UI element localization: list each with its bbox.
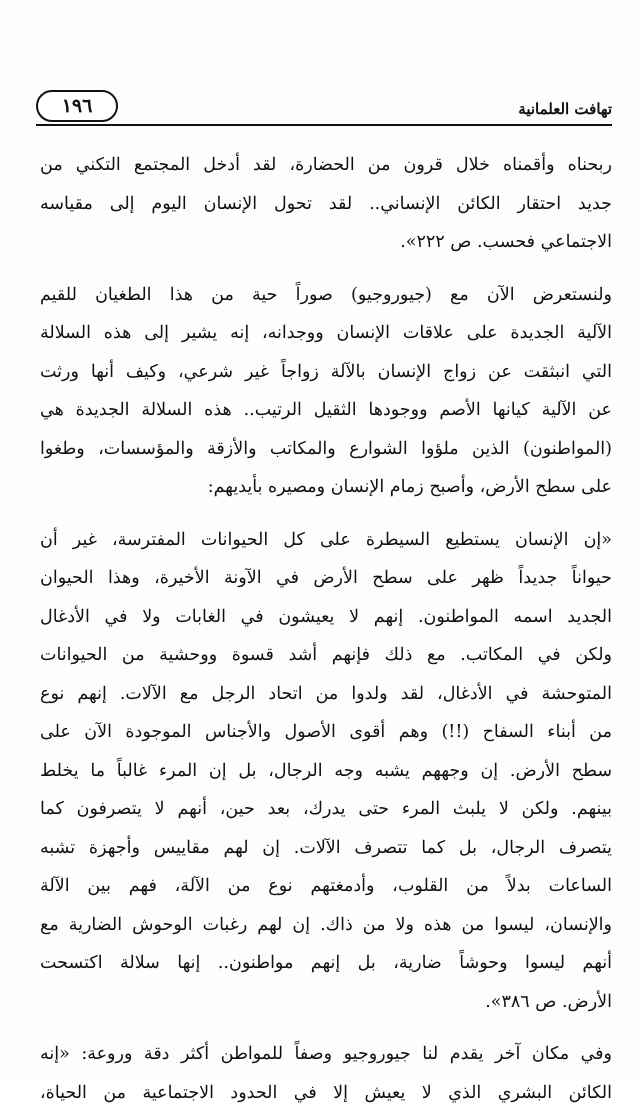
text-line: عن الآلية كيانها الأصم ووجودها الثقيل الرتيب.. هذه السلالة الجديدة هي [40, 391, 612, 430]
header-rule [36, 124, 612, 126]
text-line: جديد احتقار الكائن الإنساني.. لقد تحول الإنسان اليوم إلى مقياسه [40, 185, 612, 224]
text-line: (المواطنون) الذين ملؤوا الشوارع والمكاتب والأزقة والمؤسسات، وطغوا [40, 430, 612, 469]
paragraph [40, 1035, 612, 1112]
text-line: سطح الأرض. إن وجههم يشبه وجه الرجال، بل إن المرء غالباً ما يخلط [40, 752, 612, 791]
text-line: والإنسان، ليسوا من هذه ولا من ذاك. إن لهم رغبات الوحوش الضارية مع [40, 906, 612, 945]
text-line: بينهم. ولكن لا يلبث المرء حتى يدرك، بعد حين، أنهم لا يتصرفون كما [40, 790, 612, 829]
text-line: المتوحشة في الأدغال، لقد ولدوا من اتحاد الرجل مع الآلات. إنهم نوع [40, 675, 612, 714]
text-line: ولنستعرض الآن مع (جيوروجيو) صوراً حية من هذا الطغيان للقيم [40, 276, 612, 315]
text-line: «إن الإنسان يستطيع السيطرة على كل الحيوانات المفترسة، غير أن [40, 521, 612, 560]
text-line: التي انبثقت عن زواج الإنسان بالآلة زواجاً غير شرعي، وكيف أنها ورثت [40, 353, 612, 392]
paragraph [40, 276, 612, 507]
text-line: الاجتماعي فحسب. ص ٢٢٢». [40, 223, 612, 262]
text-line: ولكن في المكاتب. مع ذلك فإنهم أشد قسوة ووحشية من الحيوانات [40, 636, 612, 675]
body-text [40, 146, 612, 1112]
text-line: الأرض. ص ٣٨٦». [40, 983, 612, 1022]
quote-paragraph [40, 521, 612, 1022]
running-title: تهافت العلمانية [518, 100, 612, 118]
text-line: ربحناه وأقمناه خلال قرون من الحضارة، لقد أدخل المجتمع التكني من [40, 146, 612, 185]
text-line: الكائن البشري الذي لا يعيش إلا في الحدود الاجتماعية من الحياة، [40, 1074, 612, 1112]
page-number: ١٩٦ [62, 95, 93, 117]
text-line: على سطح الأرض، وأصبح زمام الإنسان ومصيره بأيديهم: [40, 468, 612, 507]
text-line: الآلية الجديدة على علاقات الإنسان ووجدانه، إنه يشير إلى هذه السلالة [40, 314, 612, 353]
page-number-badge [36, 90, 118, 122]
text-line: الساعات بدلاً من القلوب، وأدمغتهم نوع من الآلة، فهم بين الآلة [40, 867, 612, 906]
text-line: حيواناً جديداً ظهر على سطح الأرض في الآونة الأخيرة، وهذا الحيوان [40, 559, 612, 598]
text-line: من أبناء السفاح (!!) وهم أقوى الأصول والأجناس الموجودة الآن على [40, 713, 612, 752]
paragraph [40, 146, 612, 262]
text-line: الجديد اسمه المواطنون. إنهم لا يعيشون في الغابات ولا في الأدغال [40, 598, 612, 637]
text-line: وفي مكان آخر يقدم لنا جيوروجيو وصفاً للمواطن أكثر دقة وروعة: «إنه [40, 1035, 612, 1074]
text-line: يتصرف الرجال، بل كما تتصرف الآلات. إن لهم مقاييس وأجهزة تشبه [40, 829, 612, 868]
page-header [36, 86, 612, 122]
text-line: أنهم ليسوا وحوشاً ضارية، بل إنهم مواطنون.. إنها سلالة اكتسحت [40, 944, 612, 983]
